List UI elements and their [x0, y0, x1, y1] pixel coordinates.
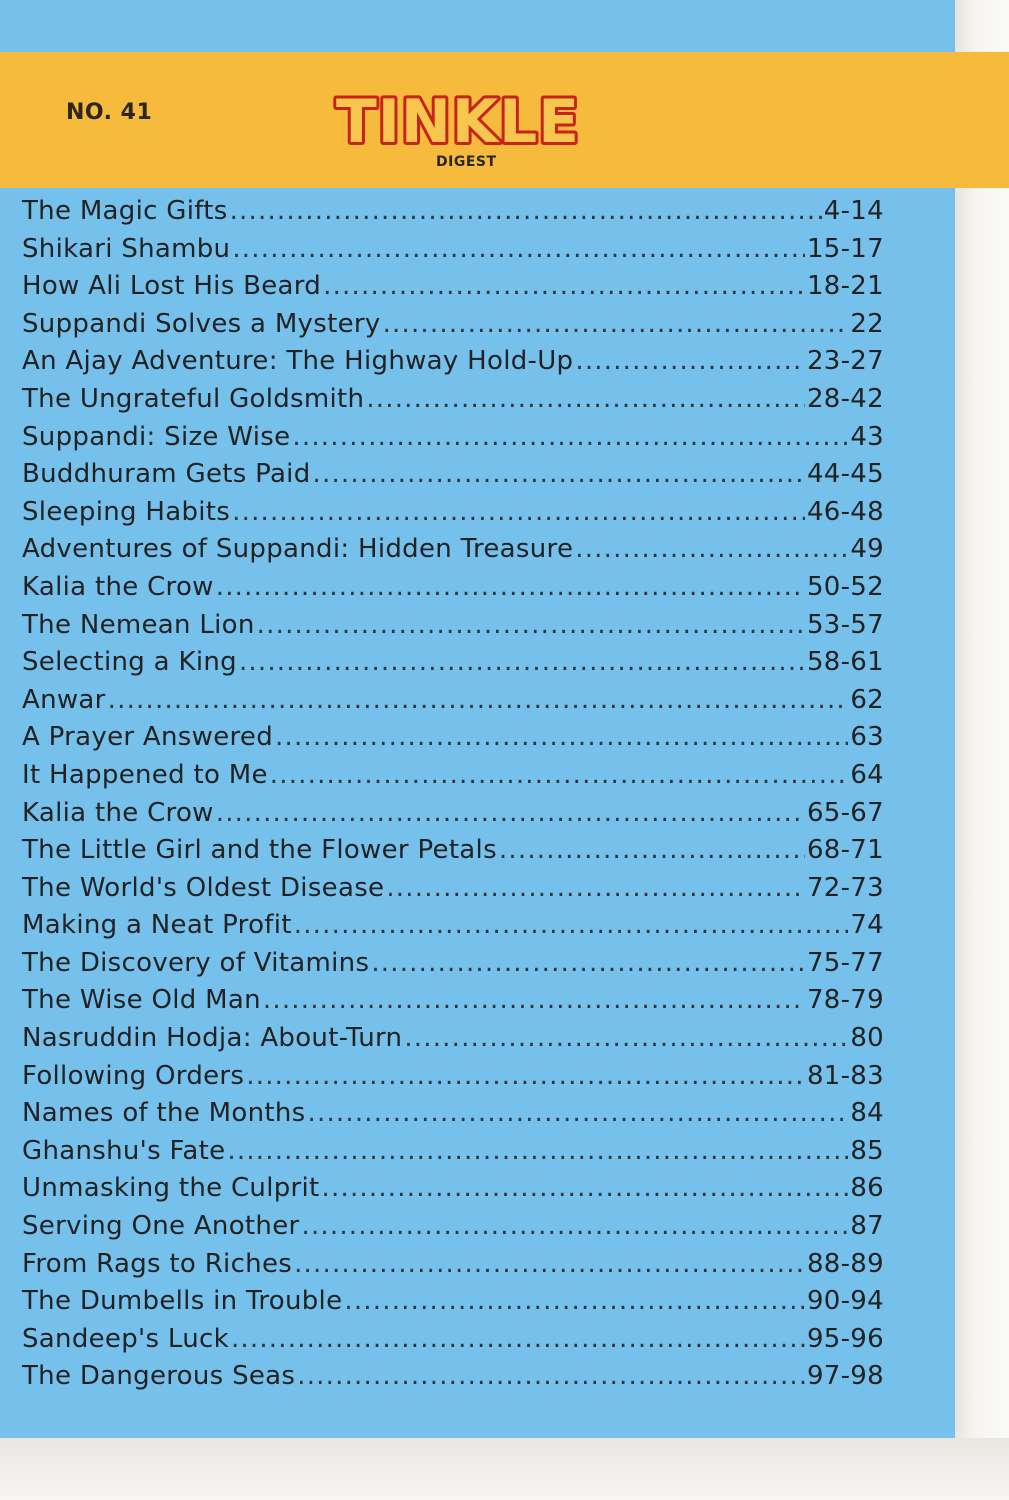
toc-entry: [22, 196, 884, 234]
dot-leader: [322, 1173, 849, 1203]
toc-entry: [22, 1173, 884, 1211]
toc-entry: [22, 459, 884, 497]
dot-leader: [216, 572, 805, 602]
dot-leader: [371, 948, 805, 978]
toc-entry-pages: 78-79: [806, 985, 884, 1016]
toc-entry-pages: 63: [850, 722, 884, 753]
toc-entry-title: Buddhuram Gets Paid: [22, 459, 311, 490]
toc-entry-title: Suppandi Solves a Mystery: [22, 308, 381, 339]
dot-leader: [108, 685, 849, 715]
dot-leader: [323, 271, 805, 301]
dot-leader: [232, 234, 805, 264]
toc-entry-pages: 81-83: [806, 1060, 884, 1091]
tinkle-logo: [328, 80, 588, 158]
toc-entry: [22, 1249, 884, 1287]
toc-entry: [22, 685, 884, 723]
page-edge: [955, 0, 1009, 1500]
table-of-contents: [22, 196, 884, 1399]
page-bottom-edge: [0, 1438, 1009, 1500]
toc-entry-pages: 28-42: [806, 383, 884, 414]
dot-leader: [270, 760, 849, 790]
toc-entry-pages: 88-89: [806, 1248, 884, 1279]
toc-entry-pages: 58-61: [806, 647, 884, 678]
dot-leader: [246, 1061, 805, 1091]
toc-entry-title: Making a Neat Profit: [22, 910, 292, 941]
toc-entry: [22, 1211, 884, 1249]
toc-entry-title: How Ali Lost His Beard: [22, 271, 322, 302]
dot-leader: [404, 1023, 848, 1053]
toc-entry: [22, 1286, 884, 1324]
toc-entry-pages: 72-73: [806, 872, 884, 903]
toc-entry-pages: 22: [850, 308, 884, 339]
toc-entry-title: A Prayer Answered: [22, 722, 274, 753]
toc-entry-title: From Rags to Riches: [22, 1248, 293, 1279]
toc-entry-title: The Dangerous Seas: [22, 1361, 296, 1392]
toc-entry: [22, 1361, 884, 1399]
logo-text: TINKLE: [336, 87, 580, 157]
toc-entry: [22, 422, 884, 460]
toc-entry-title: The World's Oldest Disease: [22, 872, 385, 903]
toc-entry-title: Adventures of Suppandi: Hidden Treasure: [22, 534, 574, 565]
toc-entry-pages: 23-27: [806, 346, 884, 377]
logo-subtitle: DIGEST: [436, 154, 497, 170]
toc-entry-title: Following Orders: [22, 1060, 245, 1091]
toc-entry: [22, 1023, 884, 1061]
toc-entry-pages: 4-14: [823, 196, 884, 226]
toc-entry: [22, 760, 884, 798]
dot-leader: [301, 1211, 848, 1241]
dot-leader: [383, 309, 849, 339]
toc-entry-title: The Dumbells in Trouble: [22, 1286, 343, 1317]
toc-entry-pages: 85: [850, 1135, 884, 1166]
dot-leader: [275, 722, 848, 752]
toc-entry-pages: 65-67: [806, 797, 884, 828]
toc-entry-pages: 46-48: [806, 496, 884, 527]
toc-entry: [22, 1324, 884, 1362]
dot-leader: [313, 459, 805, 489]
dot-leader: [575, 534, 848, 564]
dot-leader: [292, 422, 848, 452]
dot-leader: [344, 1286, 805, 1316]
toc-entry-pages: 62: [850, 684, 884, 715]
dot-leader: [386, 873, 805, 903]
dot-leader: [294, 1249, 805, 1279]
dot-leader: [366, 384, 805, 414]
toc-entry: [22, 497, 884, 535]
toc-entry: [22, 572, 884, 610]
dot-leader: [227, 1136, 848, 1166]
toc-entry-title: Kalia the Crow: [22, 797, 214, 828]
toc-entry-title: Ghanshu's Fate: [22, 1135, 226, 1166]
toc-entry-pages: 86: [850, 1173, 884, 1204]
toc-entry-pages: 43: [850, 421, 884, 452]
toc-entry: [22, 384, 884, 422]
toc-entry-title: Names of the Months: [22, 1098, 306, 1129]
toc-entry-title: Sleeping Habits: [22, 496, 231, 527]
toc-entry-pages: 64: [850, 759, 884, 790]
toc-entry-pages: 90-94: [806, 1286, 884, 1317]
dot-leader: [230, 196, 822, 226]
toc-entry-pages: 18-21: [806, 271, 884, 302]
toc-entry-title: Serving One Another: [22, 1211, 300, 1242]
toc-entry: [22, 798, 884, 836]
toc-entry-title: Nasruddin Hodja: About-Turn: [22, 1023, 403, 1054]
issue-number: NO. 41: [66, 100, 153, 125]
dot-leader: [294, 910, 849, 940]
toc-entry-pages: 53-57: [806, 609, 884, 640]
dot-leader: [308, 1098, 849, 1128]
toc-entry: [22, 271, 884, 309]
toc-entry: [22, 910, 884, 948]
toc-entry: [22, 722, 884, 760]
toc-entry-pages: 44-45: [806, 459, 884, 490]
dot-leader: [575, 346, 805, 376]
toc-entry-pages: 15-17: [806, 233, 884, 264]
toc-entry-title: Suppandi: Size Wise: [22, 421, 291, 452]
dot-leader: [231, 1324, 805, 1354]
toc-entry: [22, 647, 884, 685]
toc-entry: [22, 1136, 884, 1174]
toc-entry-pages: 84: [850, 1098, 884, 1129]
toc-entry-title: Anwar: [22, 684, 106, 715]
dot-leader: [232, 497, 805, 527]
toc-entry-title: Unmasking the Culprit: [22, 1173, 320, 1204]
dot-leader: [263, 985, 805, 1015]
toc-entry-pages: 95-96: [806, 1323, 884, 1354]
toc-entry: [22, 948, 884, 986]
toc-entry-title: Sandeep's Luck: [22, 1323, 229, 1354]
toc-entry-title: The Wise Old Man: [22, 985, 261, 1016]
toc-entry: [22, 1061, 884, 1099]
toc-entry-pages: 49: [850, 534, 884, 565]
toc-entry-title: The Discovery of Vitamins: [22, 947, 370, 978]
dot-leader: [216, 798, 805, 828]
toc-entry: [22, 835, 884, 873]
toc-entry-title: The Magic Gifts: [22, 196, 228, 226]
toc-entry-pages: 75-77: [806, 947, 884, 978]
toc-entry-title: The Little Girl and the Flower Petals: [22, 835, 497, 866]
toc-entry-pages: 74: [850, 910, 884, 941]
toc-entry: [22, 346, 884, 384]
toc-entry-title: Selecting a King: [22, 647, 237, 678]
toc-entry-pages: 50-52: [806, 571, 884, 602]
dot-leader: [257, 610, 805, 640]
toc-entry-title: The Ungrateful Goldsmith: [22, 383, 365, 414]
toc-entry-title: It Happened to Me: [22, 759, 268, 790]
toc-entry-title: Kalia the Crow: [22, 571, 214, 602]
toc-entry: [22, 985, 884, 1023]
dot-leader: [239, 647, 805, 677]
toc-entry: [22, 610, 884, 648]
toc-entry: [22, 534, 884, 572]
toc-entry-title: An Ajay Adventure: The Highway Hold-Up: [22, 346, 574, 377]
toc-entry: [22, 309, 884, 347]
dot-leader: [499, 835, 805, 865]
toc-entry: [22, 1098, 884, 1136]
toc-entry-pages: 87: [850, 1211, 884, 1242]
toc-entry-pages: 68-71: [806, 835, 884, 866]
toc-entry-title: The Nemean Lion: [22, 609, 255, 640]
toc-entry-title: Shikari Shambu: [22, 233, 231, 264]
toc-entry-pages: 80: [850, 1023, 884, 1054]
toc-entry: [22, 873, 884, 911]
toc-entry-pages: 97-98: [806, 1361, 884, 1392]
dot-leader: [297, 1361, 805, 1391]
toc-entry: [22, 234, 884, 272]
